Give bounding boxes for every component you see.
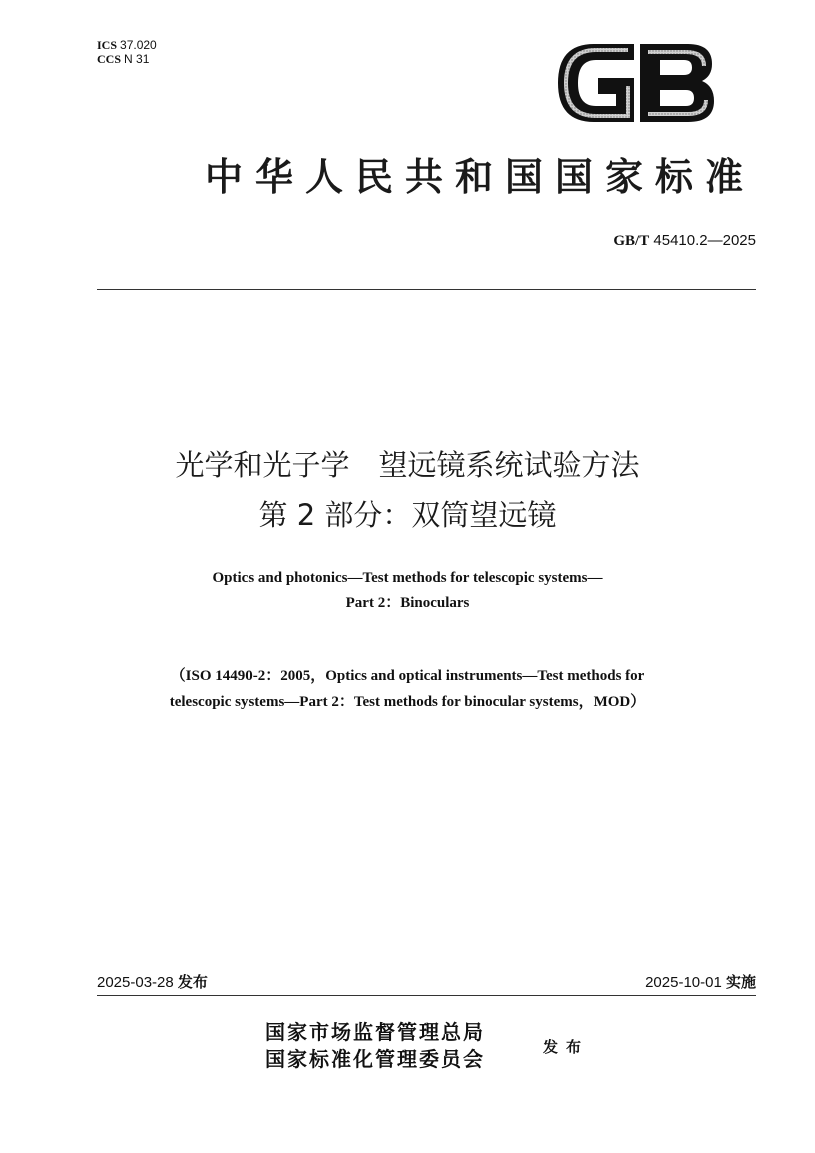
gb-logo xyxy=(556,44,716,122)
iso-reference-line2: telescopic systems—Part 2：Test methods for binocular systems，MOD） xyxy=(169,694,646,710)
ics-code: ICS 37.020 xyxy=(97,38,157,52)
ccs-code: CCS N 31 xyxy=(97,52,150,66)
cn-title-line1: 光学和光子学 望远镜系统试验方法 xyxy=(175,448,640,482)
issuer-samr: 国家市场监督管理总局 xyxy=(265,1020,485,1044)
issuing-authorities xyxy=(265,1019,485,1073)
bottom-divider xyxy=(97,995,756,996)
en-title-line1: Optics and photonics—Test methods for telescopic systems— xyxy=(212,570,603,586)
iso-reference-line1: （ISO 14490-2：2005，Optics and optical instruments—Test methods for xyxy=(170,668,645,684)
publish-label: 发布 xyxy=(543,1038,590,1056)
issuer-sac: 国家标准化管理委员会 xyxy=(265,1047,485,1071)
classification-codes xyxy=(97,38,157,66)
cn-title-line2: 第 2 部分：双筒望远镜 xyxy=(258,498,557,532)
implementation-date: 2025-10-01 实施 xyxy=(645,973,756,991)
standard-number: GB/T 45410.2—2025 xyxy=(613,232,756,249)
issue-date: 2025-03-28 发布 xyxy=(97,973,208,991)
top-divider xyxy=(97,289,756,290)
en-title-line2: Part 2：Binoculars xyxy=(345,595,470,611)
national-standard-heading: 中华人民共和国国家标准 xyxy=(204,154,755,199)
